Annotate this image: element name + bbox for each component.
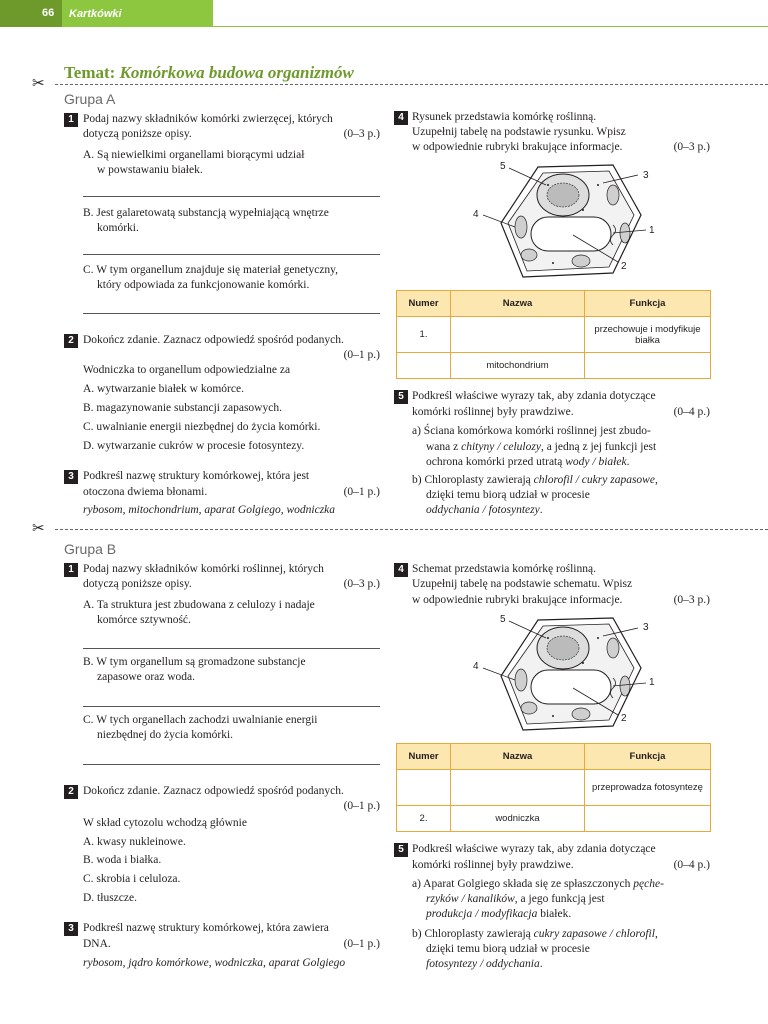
points: (0–1 p.) bbox=[343, 486, 380, 498]
page-number: 66 bbox=[42, 7, 55, 19]
label-5: 5 bbox=[500, 161, 506, 172]
item-text: komórki. bbox=[97, 222, 139, 234]
points: (0–3 p.) bbox=[343, 578, 380, 590]
answer-line[interactable] bbox=[83, 706, 380, 707]
header-funkcja: Funkcja bbox=[585, 744, 711, 770]
question-number: 3 bbox=[64, 922, 78, 936]
label-2: 2 bbox=[621, 713, 627, 724]
sentence-a[interactable]: rzyków / kanalików, a jego funkcją jest bbox=[426, 893, 605, 905]
question-text: Podaj nazwy składników komórki zwierzęcej, których bbox=[83, 113, 333, 125]
answer-line[interactable] bbox=[83, 196, 380, 197]
item-text: komórce sztywność. bbox=[97, 614, 191, 626]
item-text: zapasowe oraz woda. bbox=[97, 671, 196, 683]
option-b[interactable]: B. magazynowanie substancji zapasowych. bbox=[83, 402, 282, 414]
question-text: Dokończ zdanie. Zaznacz odpowiedź spośród podanych. bbox=[83, 785, 344, 797]
question-number: 3 bbox=[64, 470, 78, 484]
question-number: 2 bbox=[64, 334, 78, 348]
group-a-label: Grupa A bbox=[64, 91, 116, 107]
answer-line[interactable] bbox=[83, 313, 380, 314]
scissors-icon: ✂ bbox=[32, 76, 45, 92]
header-numer: Numer bbox=[397, 744, 451, 770]
points: (0–1 p.) bbox=[343, 938, 380, 950]
cell-funkcja[interactable]: przechowuje i modyfikuje białka bbox=[585, 317, 711, 353]
item-text: C. W tych organellach zachodzi uwalnianie energii bbox=[83, 714, 318, 726]
sentence-b: dzięki temu biorą udział w procesie bbox=[426, 489, 590, 501]
sentence-b[interactable]: fotosyntezy / oddychania. bbox=[426, 958, 543, 970]
question-text: Schemat przedstawia komórkę roślinną. bbox=[412, 563, 596, 575]
cut-line bbox=[55, 529, 768, 530]
cell-funkcja[interactable]: przeprowadza fotosyntezę bbox=[585, 770, 711, 806]
option-d[interactable]: D. tłuszcze. bbox=[83, 892, 137, 904]
question-text: w odpowiednie rubryki brakujące informacje. bbox=[412, 594, 623, 606]
question-text: otoczona dwiema błonami. bbox=[83, 486, 208, 498]
sentence-a[interactable]: produkcja / modyfikacja białek. bbox=[426, 908, 572, 920]
cell-nazwa[interactable] bbox=[451, 770, 585, 806]
sentence-b[interactable]: oddychania / fotosyntezy. bbox=[426, 504, 543, 516]
option-d[interactable]: D. wytwarzanie cukrów w procesie fotosyntezy. bbox=[83, 440, 305, 452]
cut-line bbox=[55, 84, 768, 85]
question-text: komórki roślinnej były prawdziwe. bbox=[412, 406, 574, 418]
cell-nazwa[interactable]: mitochondrium bbox=[451, 353, 585, 379]
label-5: 5 bbox=[500, 614, 506, 625]
sentence-a[interactable]: wana z chityny / celulozy, a jedną z jej funkcji jest bbox=[426, 441, 657, 453]
question-text: Podaj nazwy składników komórki roślinnej, których bbox=[83, 563, 324, 575]
question-text: komórki roślinnej były prawdziwe. bbox=[412, 859, 574, 871]
question-number: 1 bbox=[64, 113, 78, 127]
label-4: 4 bbox=[473, 661, 479, 672]
points: (0–1 p.) bbox=[343, 349, 380, 361]
structure-options[interactable]: rybosom, mitochondrium, aparat Golgiego, wodniczka bbox=[83, 504, 336, 516]
question-text: Dokończ zdanie. Zaznacz odpowiedź spośród podanych. bbox=[83, 334, 344, 346]
question-text: Uzupełnij tabelę na podstawie schematu. Wpisz bbox=[412, 578, 633, 590]
option-a[interactable]: A. kwasy nukleinowe. bbox=[83, 836, 186, 848]
item-text: B. W tym organellum są gromadzone substancje bbox=[83, 656, 306, 668]
question-number: 4 bbox=[394, 563, 408, 577]
answer-line[interactable] bbox=[83, 764, 380, 765]
sentence-b[interactable]: b) Chloroplasty zawierają cukry zapasowe / chlorofil, bbox=[412, 928, 658, 940]
cell-funkcja[interactable] bbox=[585, 806, 711, 832]
option-c[interactable]: C. skrobia i celuloza. bbox=[83, 873, 181, 885]
label-3: 3 bbox=[643, 170, 649, 181]
question-number: 1 bbox=[64, 563, 78, 577]
question-number: 5 bbox=[394, 843, 408, 857]
answer-line[interactable] bbox=[83, 254, 380, 255]
question-text: Podkreśl nazwę struktury komórkowej, która zawiera bbox=[83, 922, 329, 934]
points: (0–3 p.) bbox=[343, 128, 380, 140]
question-text: Podkreśl nazwę struktury komórkowej, która jest bbox=[83, 470, 310, 482]
cell-numer[interactable] bbox=[397, 770, 451, 806]
header-nazwa: Nazwa bbox=[451, 291, 585, 317]
cell-nazwa[interactable] bbox=[451, 317, 585, 353]
question-text: Podkreśl właściwe wyrazy tak, aby zdania dotyczące bbox=[412, 843, 656, 855]
sentence-a[interactable]: a) Aparat Golgiego składa się ze spłaszczonych pęche- bbox=[412, 878, 664, 890]
question-number: 5 bbox=[394, 390, 408, 404]
option-b[interactable]: B. woda i białka. bbox=[83, 854, 162, 866]
points: (0–3 p.) bbox=[673, 141, 710, 153]
sentence-a: a) Ściana komórkowa komórki roślinnej jest zbudo- bbox=[412, 425, 651, 437]
plant-cell-diagram bbox=[463, 608, 693, 738]
header-nazwa: Nazwa bbox=[451, 744, 585, 770]
item-text: A. Są niewielkimi organellami biorącymi udział bbox=[83, 149, 305, 161]
header-funkcja: Funkcja bbox=[585, 291, 711, 317]
question-stem: Wodniczka to organellum odpowiedzialne za bbox=[83, 364, 291, 376]
question-text: dotyczą poniższe opisy. bbox=[83, 578, 192, 590]
label-1: 1 bbox=[649, 225, 655, 236]
option-c[interactable]: C. uwalnianie energii niezbędnej do życia komórki. bbox=[83, 421, 321, 433]
structure-options[interactable]: rybosom, jądro komórkowe, wodniczka, aparat Golgiego bbox=[83, 957, 346, 969]
plant-cell-diagram bbox=[463, 155, 693, 285]
scissors-icon: ✂ bbox=[32, 521, 45, 537]
item-text: w powstawaniu białek. bbox=[97, 164, 203, 176]
question-text: Podkreśl właściwe wyrazy tak, aby zdania dotyczące bbox=[412, 390, 656, 402]
question-text: dotyczą poniższe opisy. bbox=[83, 128, 192, 140]
item-text: B. Jest galaretowatą substancją wypełniającą wnętrze bbox=[83, 207, 329, 219]
points: (0–4 p.) bbox=[673, 859, 710, 871]
question-text: Uzupełnij tabelę na podstawie rysunku. Wpisz bbox=[412, 126, 626, 138]
cell-numer[interactable]: 2. bbox=[397, 806, 451, 832]
sentence-a[interactable]: ochrona komórki przed utratą wody / białek. bbox=[426, 456, 630, 468]
header-numer: Numer bbox=[397, 291, 451, 317]
points: (0–4 p.) bbox=[673, 406, 710, 418]
label-2: 2 bbox=[621, 261, 627, 272]
question-number: 2 bbox=[64, 785, 78, 799]
question-stem: W skład cytozolu wchodzą głównie bbox=[83, 817, 247, 829]
question-number: 4 bbox=[394, 111, 408, 125]
question-text: w odpowiednie rubryki brakujące informacje. bbox=[412, 141, 623, 153]
label-3: 3 bbox=[643, 622, 649, 633]
answer-table bbox=[396, 290, 711, 379]
option-a[interactable]: A. wytwarzanie białek w komórce. bbox=[83, 383, 244, 395]
cell-numer[interactable]: 1. bbox=[397, 317, 451, 353]
item-text: który odpowiada za funkcjonowanie komórki. bbox=[97, 279, 310, 291]
label-4: 4 bbox=[473, 209, 479, 220]
label-1: 1 bbox=[649, 677, 655, 688]
answer-table bbox=[396, 743, 711, 832]
section-title: Kartkówki bbox=[69, 8, 122, 20]
cell-funkcja[interactable] bbox=[585, 353, 711, 379]
page-title: Temat: Komórkowa budowa organizmów bbox=[64, 63, 354, 82]
sentence-b: dzięki temu biorą udział w procesie bbox=[426, 943, 590, 955]
group-b-label: Grupa B bbox=[64, 541, 117, 557]
sentence-b[interactable]: b) Chloroplasty zawierają chlorofil / cukry zapasowe, bbox=[412, 474, 658, 486]
answer-line[interactable] bbox=[83, 648, 380, 649]
question-text: DNA. bbox=[83, 938, 111, 950]
header-rule bbox=[213, 26, 768, 27]
cell-nazwa[interactable]: wodniczka bbox=[451, 806, 585, 832]
question-text: Rysunek przedstawia komórkę roślinną. bbox=[412, 111, 597, 123]
cell-numer[interactable] bbox=[397, 353, 451, 379]
item-text: niezbędnej do życia komórki. bbox=[97, 729, 234, 741]
item-text: C. W tym organellum znajduje się materiał genetyczny, bbox=[83, 264, 339, 276]
item-text: A. Ta struktura jest zbudowana z celulozy i nadaje bbox=[83, 599, 315, 611]
points: (0–1 p.) bbox=[343, 800, 380, 812]
points: (0–3 p.) bbox=[673, 594, 710, 606]
